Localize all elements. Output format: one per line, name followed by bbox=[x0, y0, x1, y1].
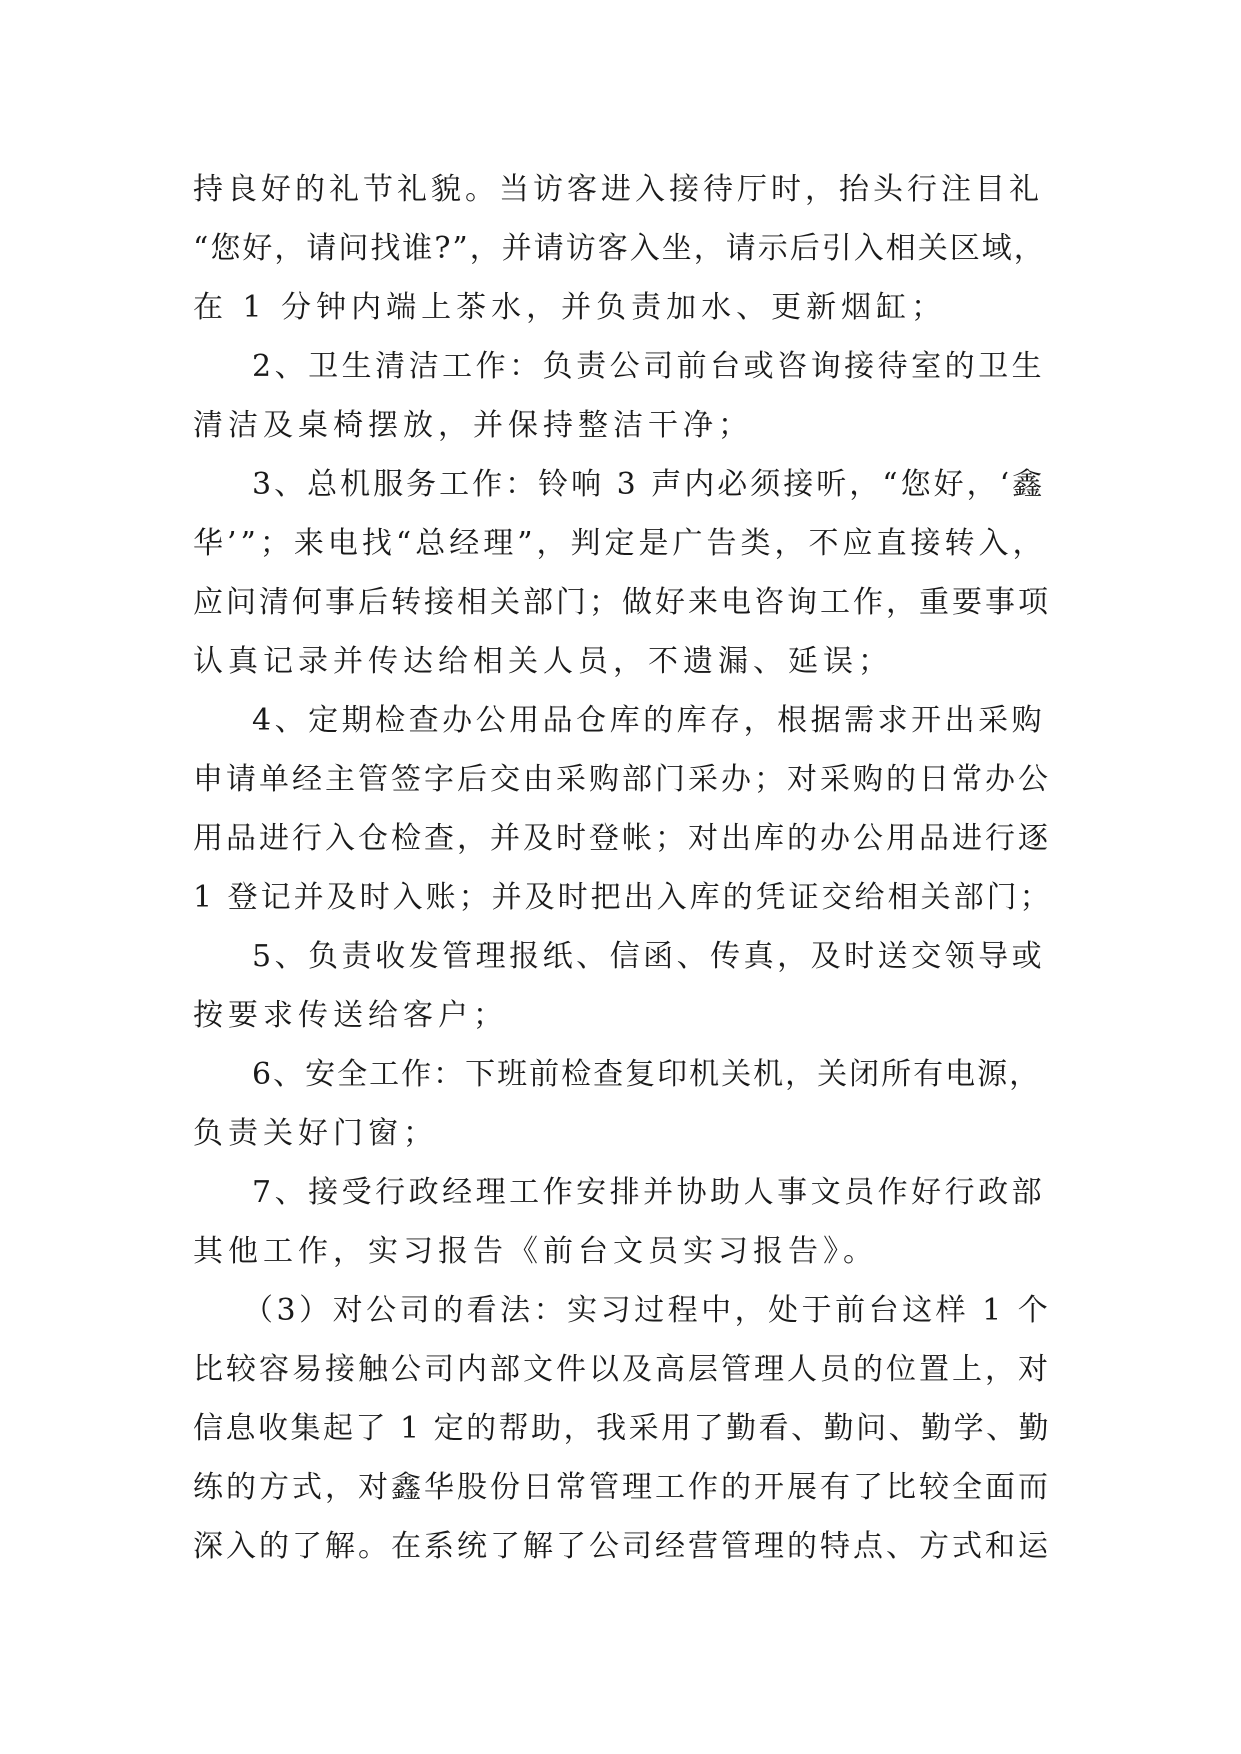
body-text bbox=[193, 160, 1053, 1576]
paragraph-start-line: 5、负责收发管理报纸、信函、传真，及时送交领导或 bbox=[252, 939, 1046, 974]
paragraph-start-line: 2、卫生清洁工作：负责公司前台或咨询接待室的卫生 bbox=[252, 349, 1046, 384]
text-line: 认真记录并传达给相关人员，不遗漏、延误； bbox=[193, 644, 893, 679]
paragraph-start-line: （3）对公司的看法：实习过程中，处于前台这样 1 个 bbox=[243, 1293, 1052, 1328]
text-line: 华’”；来电找“总经理”，判定是广告类，不应直接转入， bbox=[193, 526, 1047, 561]
text-line: 比较容易接触公司内部文件以及高层管理人员的位置上，对 bbox=[193, 1352, 1051, 1387]
text-line: 持良好的礼节礼貌。当访客进入接待厅时，抬头行注目礼 bbox=[193, 172, 1043, 207]
text-line: 1 登记并及时入账；并及时把出入库的凭证交给相关部门； bbox=[193, 880, 1053, 915]
text-line: 申请单经主管签字后交由采购部门采办；对采购的日常办公 bbox=[193, 762, 1051, 797]
text-line: 信息收集起了 1 定的帮助，我采用了勤看、勤问、勤学、勤 bbox=[193, 1411, 1052, 1446]
text-line: “您好，请问找谁?”，并请访客入坐，请示后引入相关区域， bbox=[193, 231, 1046, 266]
text-line: 负责关好门窗； bbox=[193, 1116, 438, 1151]
paragraph-start-line: 4、定期检查办公用品仓库的库存，根据需求开出采购 bbox=[252, 703, 1046, 738]
text-line: 按要求传送给客户； bbox=[193, 998, 508, 1033]
text-line: 应问清何事后转接相关部门；做好来电咨询工作，重要事项 bbox=[193, 585, 1051, 620]
text-line: 用品进行入仓检查，并及时登帐；对出库的办公用品进行逐 bbox=[193, 821, 1051, 856]
text-line: 深入的了解。在系统了解了公司经营管理的特点、方式和运 bbox=[193, 1529, 1051, 1564]
text-line: 在 1 分钟内端上茶水，并负责加水、更新烟缸； bbox=[193, 290, 947, 325]
text-line: 其他工作，实习报告《前台文员实习报告》。 bbox=[193, 1234, 878, 1269]
paragraph-start-line: 6、安全工作：下班前检查复印机关机，关闭所有电源， bbox=[252, 1057, 1042, 1092]
paragraph-start-line: 3、总机服务工作：铃响 3 声内必须接听，“您好，‘鑫 bbox=[252, 467, 1046, 502]
text-line: 清洁及桌椅摆放，并保持整洁干净； bbox=[193, 408, 753, 443]
text-line: 练的方式，对鑫华股份日常管理工作的开展有了比较全面而 bbox=[193, 1470, 1051, 1505]
paragraph-start-line: 7、接受行政经理工作安排并协助人事文员作好行政部 bbox=[252, 1175, 1046, 1210]
